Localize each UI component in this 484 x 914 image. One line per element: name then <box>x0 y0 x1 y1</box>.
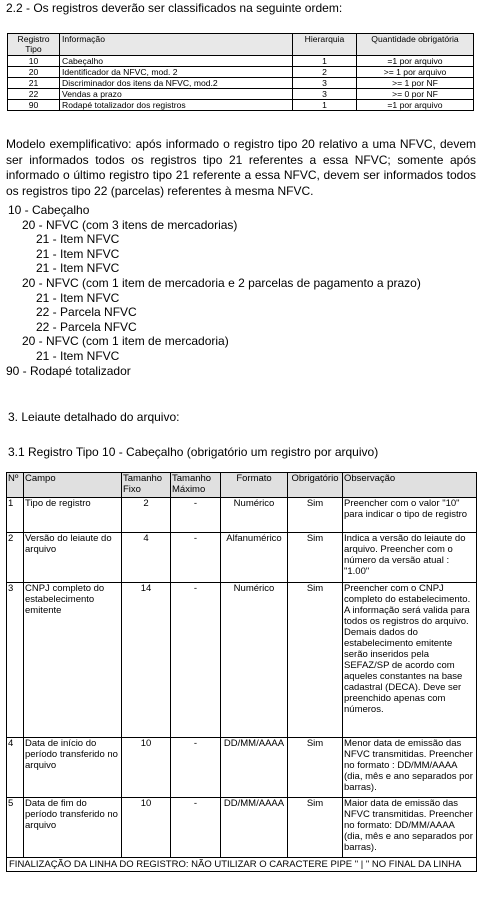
example-line: 20 - NFVC (com 1 item de mercadoria e 2 parcelas de pagamento a prazo) <box>22 276 421 290</box>
layout-table-cell: Tipo de registro <box>24 498 122 533</box>
layout-table-cell: Sim <box>288 798 343 858</box>
order-table-cell: >= 0 por NF <box>357 89 474 100</box>
order-table-row <box>8 78 474 89</box>
order-table-cell: =1 por arquivo <box>357 100 474 111</box>
layout-table-cell: Sim <box>288 533 343 583</box>
example-line: 21 - Item NFVC <box>36 232 120 247</box>
order-table-cell: >= 1 por arquivo <box>357 67 474 78</box>
layout-table-cell: 3 <box>7 583 24 738</box>
layout-table-cell: - <box>171 738 221 798</box>
layout-table-cell: 4 <box>122 533 171 583</box>
section-title: 2.2 - Os registros deverão ser classificados na seguinte ordem: <box>6 1 343 15</box>
layout-table-cell: Versão do leiaute do arquivo <box>24 533 122 583</box>
example-line: 20 - NFVC (com 1 item de mercadoria) <box>22 334 229 349</box>
example-line: 21 - Item NFVC <box>36 290 120 305</box>
order-table-cell: 90 <box>8 100 60 111</box>
example-line: 20 - NFVC (com 3 itens de mercadorias) <box>22 217 238 232</box>
order-table-cell: Cabeçalho <box>60 56 293 67</box>
order-table-cell: 10 <box>8 56 60 67</box>
order-table-cell: Vendas a prazo <box>60 89 293 100</box>
header-tamanho-fixo: Tamanho Fixo <box>122 473 171 498</box>
example-line: 21 - Item NFVC <box>36 349 120 363</box>
header-quantidade: Quantidade obrigatória <box>357 34 474 56</box>
order-table-cell: 1 <box>293 100 357 111</box>
order-table-row <box>8 67 474 78</box>
layout-table-cell: Preencher com o valor "10" para indicar o tipo de registro <box>343 498 477 533</box>
section3-title: 3. Leiaute detalhado do arquivo: <box>8 410 180 424</box>
layout-table-cell: 2 <box>122 498 171 533</box>
layout-table-row <box>7 583 477 738</box>
layout-table-row <box>7 798 477 858</box>
layout-table-cell: Maior data de emissão das NFVC transmitidas. Preencher no formato: DD/MM/AAAA (dia, mês e ano separados por barras). <box>343 798 477 858</box>
layout-table-cell: - <box>171 798 221 858</box>
layout-table-cell: Menor data de emissão das NFVC transmitidas. Preencher no formato : DD/MM/AAAA (dia, mês e ano separados por barras). <box>343 738 477 798</box>
layout-table-cell: Indica a versão do leiaute do arquivo. Preencher com o número da versão atual : "1.00" <box>343 533 477 583</box>
header-informacao: Informação <box>60 34 293 56</box>
layout-table <box>6 472 477 872</box>
order-table-cell: Identificador da NFVC, mod. 2 <box>60 67 293 78</box>
layout-table-header <box>7 473 477 498</box>
order-table-cell: >= 1 por NF <box>357 78 474 89</box>
layout-table-cell: Preencher com o CNPJ completo do estabelecimento. A informação será valida para todos os registros do arquivo. Demais dados do estabelecimento emitente serão inseridos pela SEFAZ/SP de acordo com aqueles constantes na base cadastral (DECA). Deve ser preenchido apenas com números. <box>343 583 477 738</box>
layout-table-row <box>7 498 477 533</box>
example-line: 90 - Rodapé totalizador <box>6 363 131 378</box>
section31-title: 3.1 Registro Tipo 10 - Cabeçalho (obrigatório um registro por arquivo) <box>8 445 379 459</box>
layout-table-cell: Alfanumérico <box>221 533 288 583</box>
header-campo: Campo <box>24 473 122 498</box>
layout-table-cell: 1 <box>7 498 24 533</box>
layout-table-cell: 10 <box>122 738 171 798</box>
layout-table-cell: - <box>171 583 221 738</box>
header-tamanho-maximo: Tamanho Máximo <box>171 473 221 498</box>
order-table-header <box>8 34 474 56</box>
layout-table-cell: Data de fim do período transferido no arquivo <box>24 798 122 858</box>
layout-table-cell: 14 <box>122 583 171 738</box>
layout-table-cell: Numérico <box>221 498 288 533</box>
layout-table-cell: 10 <box>122 798 171 858</box>
order-table-row <box>8 100 474 111</box>
header-hierarquia: Hierarquia <box>293 34 357 56</box>
order-table-cell: 3 <box>293 89 357 100</box>
layout-table-cell: Sim <box>288 583 343 738</box>
order-table-row <box>8 89 474 100</box>
order-table-cell: 2 <box>293 67 357 78</box>
header-formato: Formato <box>221 473 288 498</box>
layout-table-cell: - <box>171 498 221 533</box>
layout-table-cell: Sim <box>288 738 343 798</box>
example-line: 21 - Item NFVC <box>36 246 120 261</box>
order-table-cell: 1 <box>293 56 357 67</box>
layout-table-cell: DD/MM/AAAA <box>221 798 288 858</box>
example-line: 22 - Parcela NFVC <box>36 319 137 334</box>
layout-table-cell: Numérico <box>221 583 288 738</box>
order-table-cell: =1 por arquivo <box>357 56 474 67</box>
layout-table-row <box>7 738 477 798</box>
example-line: 22 - Parcela NFVC <box>36 305 137 320</box>
layout-table-cell: 5 <box>7 798 24 858</box>
layout-table-row <box>7 533 477 583</box>
layout-table-footer-row <box>7 858 477 872</box>
layout-table-cell: - <box>171 533 221 583</box>
layout-table-cell: DD/MM/AAAA <box>221 738 288 798</box>
order-table-cell: 20 <box>8 67 60 78</box>
order-table-cell: 3 <box>293 78 357 89</box>
example-paragraph: Modelo exemplificativo: após informado o registro tipo 20 relativo a uma NFVC, devem ser informados todos os registros tipo 21 referentes a essa NFVC; somente após informado o último registro tipo 21 referente a essa NFVC, devem ser informados todos os registros tipo 22 (parcelas) referentes à mesma NFVC. <box>6 137 476 198</box>
header-numero: Nº <box>7 473 24 498</box>
header-registro-tipo: Registro Tipo <box>8 34 60 56</box>
order-table-cell: 21 <box>8 78 60 89</box>
example-line: 10 - Cabeçalho <box>8 203 90 217</box>
layout-table-footer: FINALIZAÇÃO DA LINHA DO REGISTRO: NÃO UTILIZAR O CARACTERE PIPE " | " NO FINAL DA LINHA <box>7 858 477 872</box>
layout-table-cell: 4 <box>7 738 24 798</box>
header-observacao: Observação <box>343 473 477 498</box>
layout-table-cell: 2 <box>7 533 24 583</box>
header-obrigatorio: Obrigatório <box>288 473 343 498</box>
order-table-cell: 22 <box>8 89 60 100</box>
layout-table-cell: Sim <box>288 498 343 533</box>
order-table <box>7 33 474 111</box>
order-table-cell: Discriminador dos itens da NFVC, mod.2 <box>60 78 293 89</box>
layout-table-cell: CNPJ completo do estabelecimento emitente <box>24 583 122 738</box>
example-line: 21 - Item NFVC <box>36 261 120 276</box>
layout-table-cell: Data de início do período transferido no arquivo <box>24 738 122 798</box>
order-table-cell: Rodapé totalizador dos registros <box>60 100 293 111</box>
order-table-row <box>8 56 474 67</box>
